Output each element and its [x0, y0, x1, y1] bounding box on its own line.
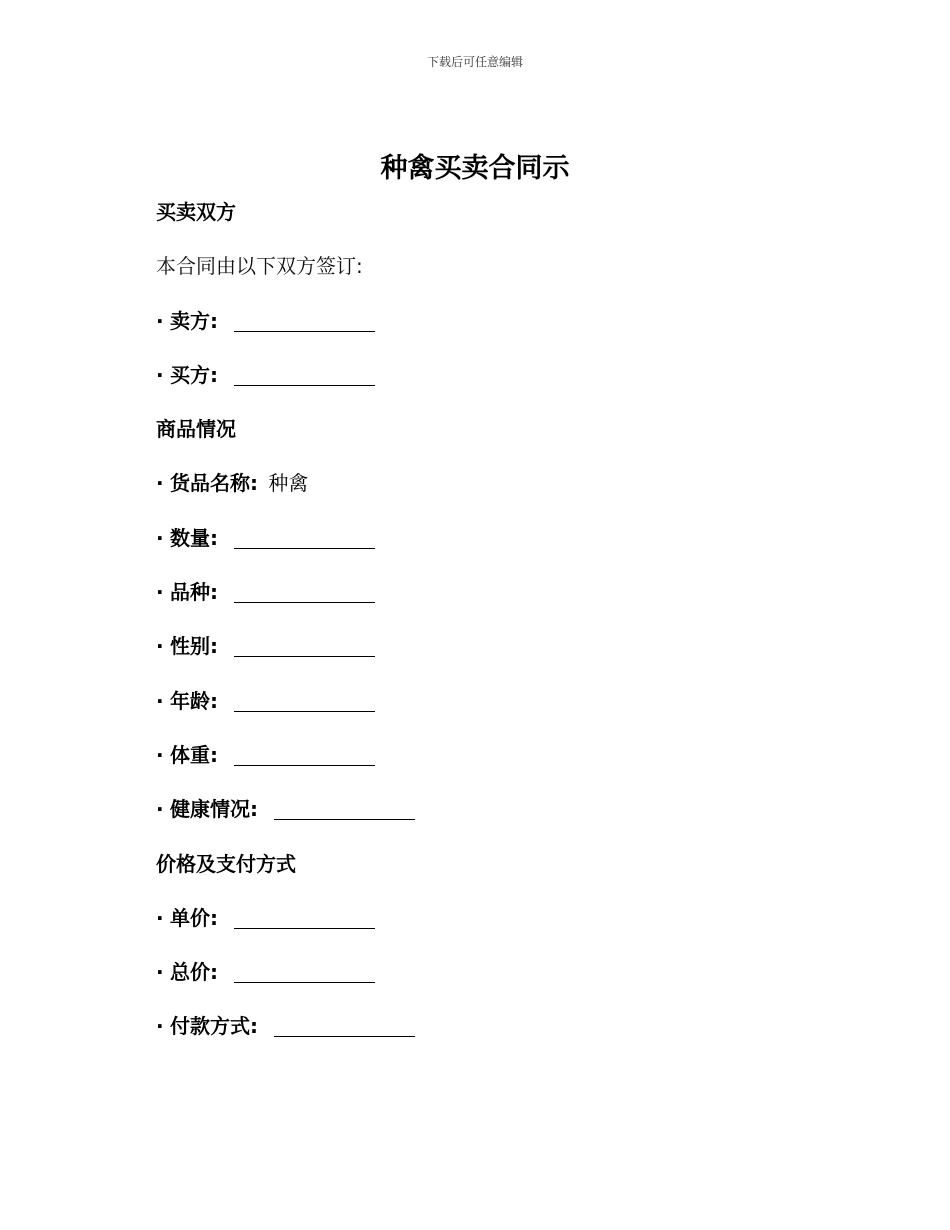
field-age	[156, 683, 796, 737]
field-breed	[156, 574, 796, 628]
document-title: 种禽买卖合同示	[380, 153, 570, 184]
section-heading-payment: 价格及支付方式	[156, 851, 296, 876]
bullet: ·	[156, 797, 164, 822]
blank-line-breed[interactable]	[234, 580, 375, 603]
field-quantity	[156, 520, 796, 574]
blank-line-seller[interactable]	[234, 309, 375, 332]
bullet: ·	[156, 525, 164, 550]
parties-intro: 本合同由以下双方签订:	[156, 254, 363, 279]
field-label-breed: 品种:	[169, 580, 218, 605]
blank-line-sex[interactable]	[234, 634, 375, 657]
field-weight	[156, 737, 796, 791]
blank-line-health[interactable]	[274, 797, 415, 820]
field-label-seller: 卖方:	[169, 308, 218, 333]
field-seller	[156, 303, 796, 357]
bullet: ·	[156, 905, 164, 930]
bullet: ·	[156, 742, 164, 767]
blank-line-total-price[interactable]	[234, 960, 375, 983]
field-label-goods-name: 货品名称:	[169, 471, 258, 496]
field-label-age: 年龄:	[169, 688, 218, 713]
bullet: ·	[156, 1014, 164, 1039]
field-sex	[156, 628, 796, 682]
bullet: ·	[156, 362, 164, 387]
field-label-health: 健康情况:	[169, 797, 258, 822]
bullet: ·	[156, 634, 164, 659]
field-label-sex: 性别:	[169, 634, 218, 659]
field-label-quantity: 数量:	[169, 525, 218, 550]
document-body	[156, 194, 796, 1063]
header-note: 下载后可任意编辑	[426, 55, 523, 69]
field-buyer	[156, 357, 796, 411]
bullet: ·	[156, 308, 164, 333]
blank-line-quantity[interactable]	[234, 526, 375, 549]
blank-line-payment-method[interactable]	[274, 1014, 415, 1037]
blank-line-weight[interactable]	[234, 743, 375, 766]
bullet: ·	[156, 960, 164, 985]
blank-line-unit-price[interactable]	[234, 906, 375, 929]
blank-line-age[interactable]	[234, 689, 375, 712]
blank-line-buyer[interactable]	[234, 363, 375, 386]
section-heading-parties: 买卖双方	[156, 200, 236, 224]
field-label-payment-method: 付款方式:	[169, 1014, 258, 1039]
bullet: ·	[156, 688, 164, 713]
bullet: ·	[156, 471, 164, 496]
field-label-total-price: 总价:	[169, 960, 218, 985]
field-goods-name	[156, 465, 796, 519]
field-payment-method	[156, 1008, 796, 1062]
field-health	[156, 791, 796, 845]
field-value-goods-name: 种禽	[268, 471, 309, 496]
field-unit-price	[156, 900, 796, 954]
field-label-weight: 体重:	[169, 742, 218, 767]
field-label-buyer: 买方:	[169, 362, 218, 387]
field-total-price	[156, 954, 796, 1008]
bullet: ·	[156, 580, 164, 605]
field-label-unit-price: 单价:	[169, 905, 218, 930]
section-heading-goods: 商品情况	[156, 417, 236, 442]
